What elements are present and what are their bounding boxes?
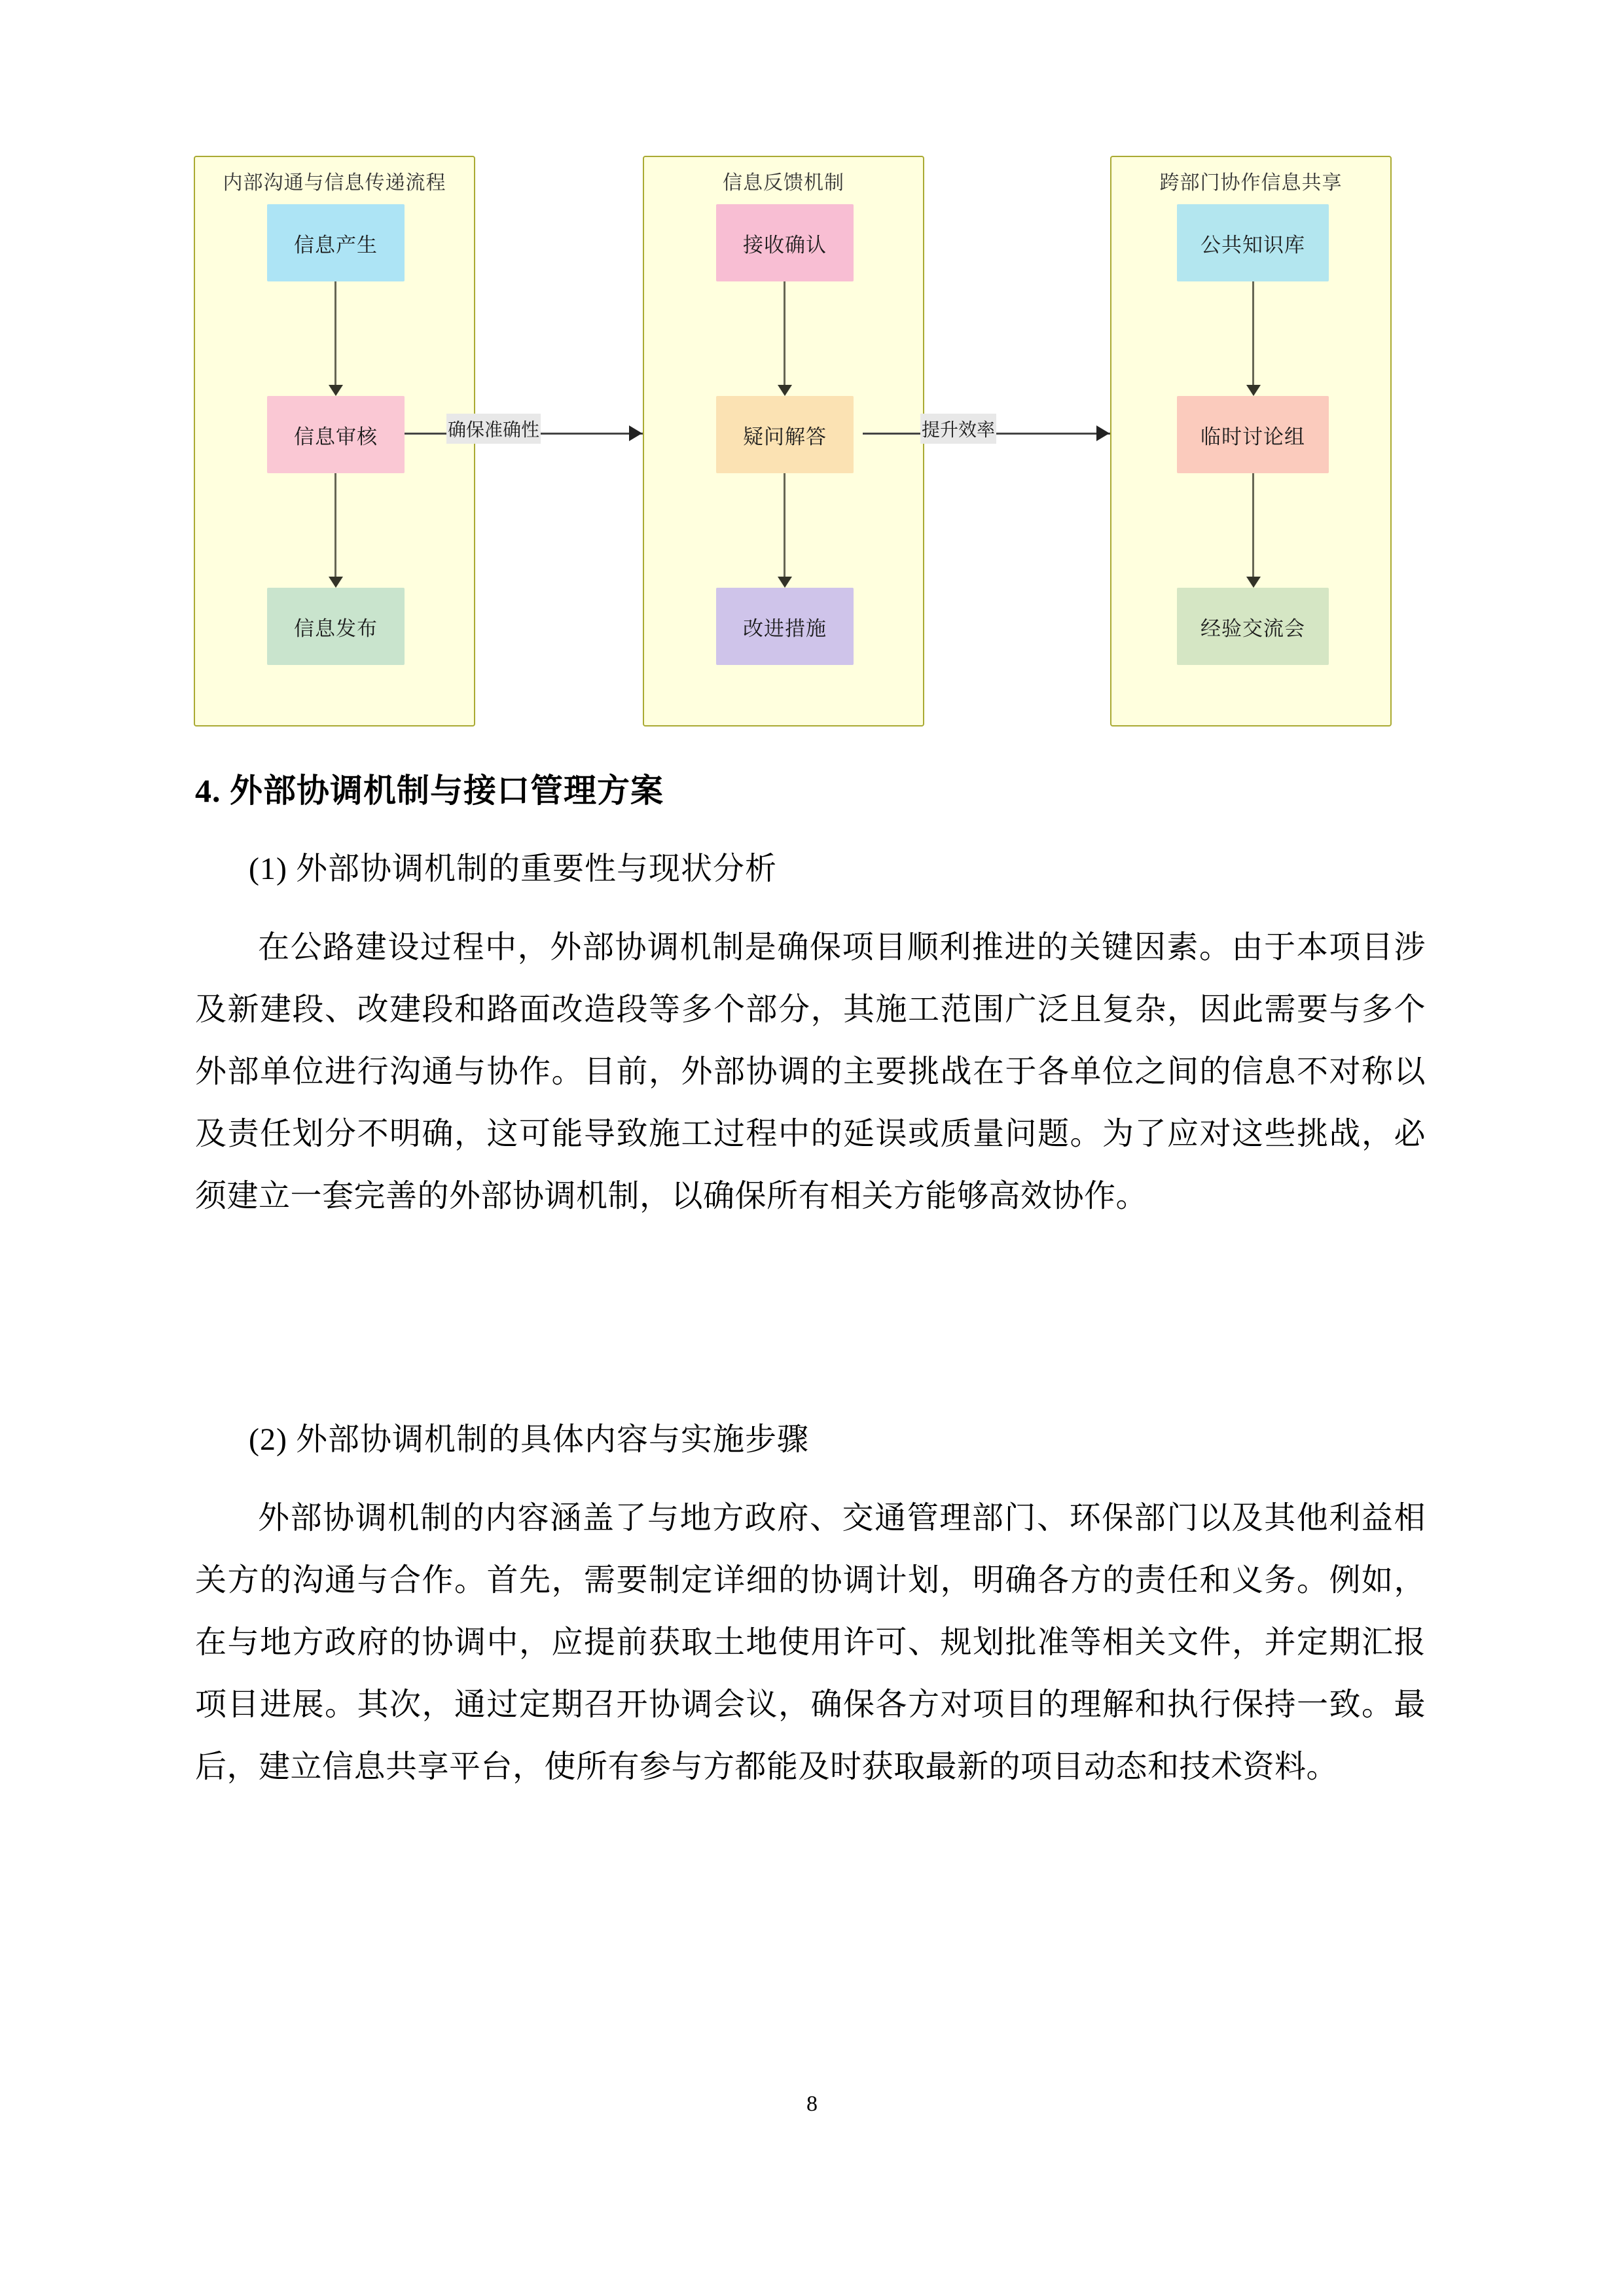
paragraph-1: 在公路建设过程中，外部协调机制是确保项目顺利推进的关键因素。由于本项目涉及新建段、改建段和路面改造段等多个部分，其施工范围广泛且复杂，因此需要与多个外部单位进行沟通与协作。目前，外部协调的主要挑战在于各单位之间的信息不对称以及责任划分不明确，这可能导致施工过程中的延误或质量问题。为了应对这些挑战，必须建立一套完善的外部协调机制，以确保所有相关方能够高效协作。 bbox=[195, 930, 1426, 1213]
connector-arrowhead bbox=[329, 385, 343, 396]
node-info-generation[interactable]: 信息产生 bbox=[267, 204, 405, 281]
paragraph-2: 外部协调机制的内容涵盖了与地方政府、交通管理部门、环保部门以及其他利益相关方的沟通与合作。首先，需要制定详细的协调计划，明确各方的责任和义务。例如，在与地方政府的协调中，应提前获取土地使用许可、规划批准等相关文件，并定期汇报项目进展。其次，通过定期召开协调会议，确保各方对项目的理解和执行保持一致。最后，建立信息共享平台，使所有参与方都能及时获取最新的项目动态和技术资料。 bbox=[195, 1501, 1426, 1784]
connector-line bbox=[1252, 281, 1254, 385]
connector-arrowhead bbox=[778, 385, 792, 396]
subsection-heading-2: (2) 外部协调机制的具体内容与实施步骤 bbox=[249, 1422, 809, 1457]
section-heading: 4. 外部协调机制与接口管理方案 bbox=[195, 772, 664, 809]
connector-line bbox=[1252, 473, 1254, 577]
connector-arrowhead bbox=[1246, 577, 1261, 588]
subgraph-title: 内部沟通与信息传递流程 bbox=[223, 172, 446, 194]
connector-arrowhead bbox=[778, 577, 792, 588]
edge-label-accuracy: 确保准确性 bbox=[446, 414, 541, 444]
subgraph-internal-communication bbox=[194, 156, 475, 726]
edge-label-efficiency: 提升效率 bbox=[920, 414, 996, 444]
flowchart-diagram bbox=[194, 156, 1392, 726]
subgraph-cross-department-sharing bbox=[1110, 156, 1392, 726]
edge-arrowhead-1 bbox=[629, 425, 642, 441]
connector-line bbox=[784, 473, 785, 577]
connector-line bbox=[334, 473, 336, 577]
node-improvement-measures[interactable]: 改进措施 bbox=[716, 588, 854, 665]
connector-arrowhead bbox=[329, 577, 343, 588]
edge-arrowhead-2 bbox=[1096, 425, 1110, 441]
node-receipt-confirmation[interactable]: 接收确认 bbox=[716, 204, 854, 281]
node-question-answering[interactable]: 疑问解答 bbox=[716, 396, 854, 473]
connector-arrowhead bbox=[1246, 385, 1261, 396]
node-info-publish[interactable]: 信息发布 bbox=[267, 588, 405, 665]
subsection-heading-1: (1) 外部协调机制的重要性与现状分析 bbox=[249, 852, 777, 886]
connector-line bbox=[784, 281, 785, 385]
node-temporary-discussion-group[interactable]: 临时讨论组 bbox=[1177, 396, 1329, 473]
node-public-knowledge-base[interactable]: 公共知识库 bbox=[1177, 204, 1329, 281]
node-experience-exchange[interactable]: 经验交流会 bbox=[1177, 588, 1329, 665]
subgraph-title: 跨部门协作信息共享 bbox=[1159, 172, 1343, 194]
node-info-review[interactable]: 信息审核 bbox=[267, 396, 405, 473]
page-number: 8 bbox=[806, 2092, 818, 2116]
subgraph-feedback-mechanism bbox=[643, 156, 924, 726]
connector-line bbox=[334, 281, 336, 385]
subgraph-title: 信息反馈机制 bbox=[723, 172, 844, 194]
